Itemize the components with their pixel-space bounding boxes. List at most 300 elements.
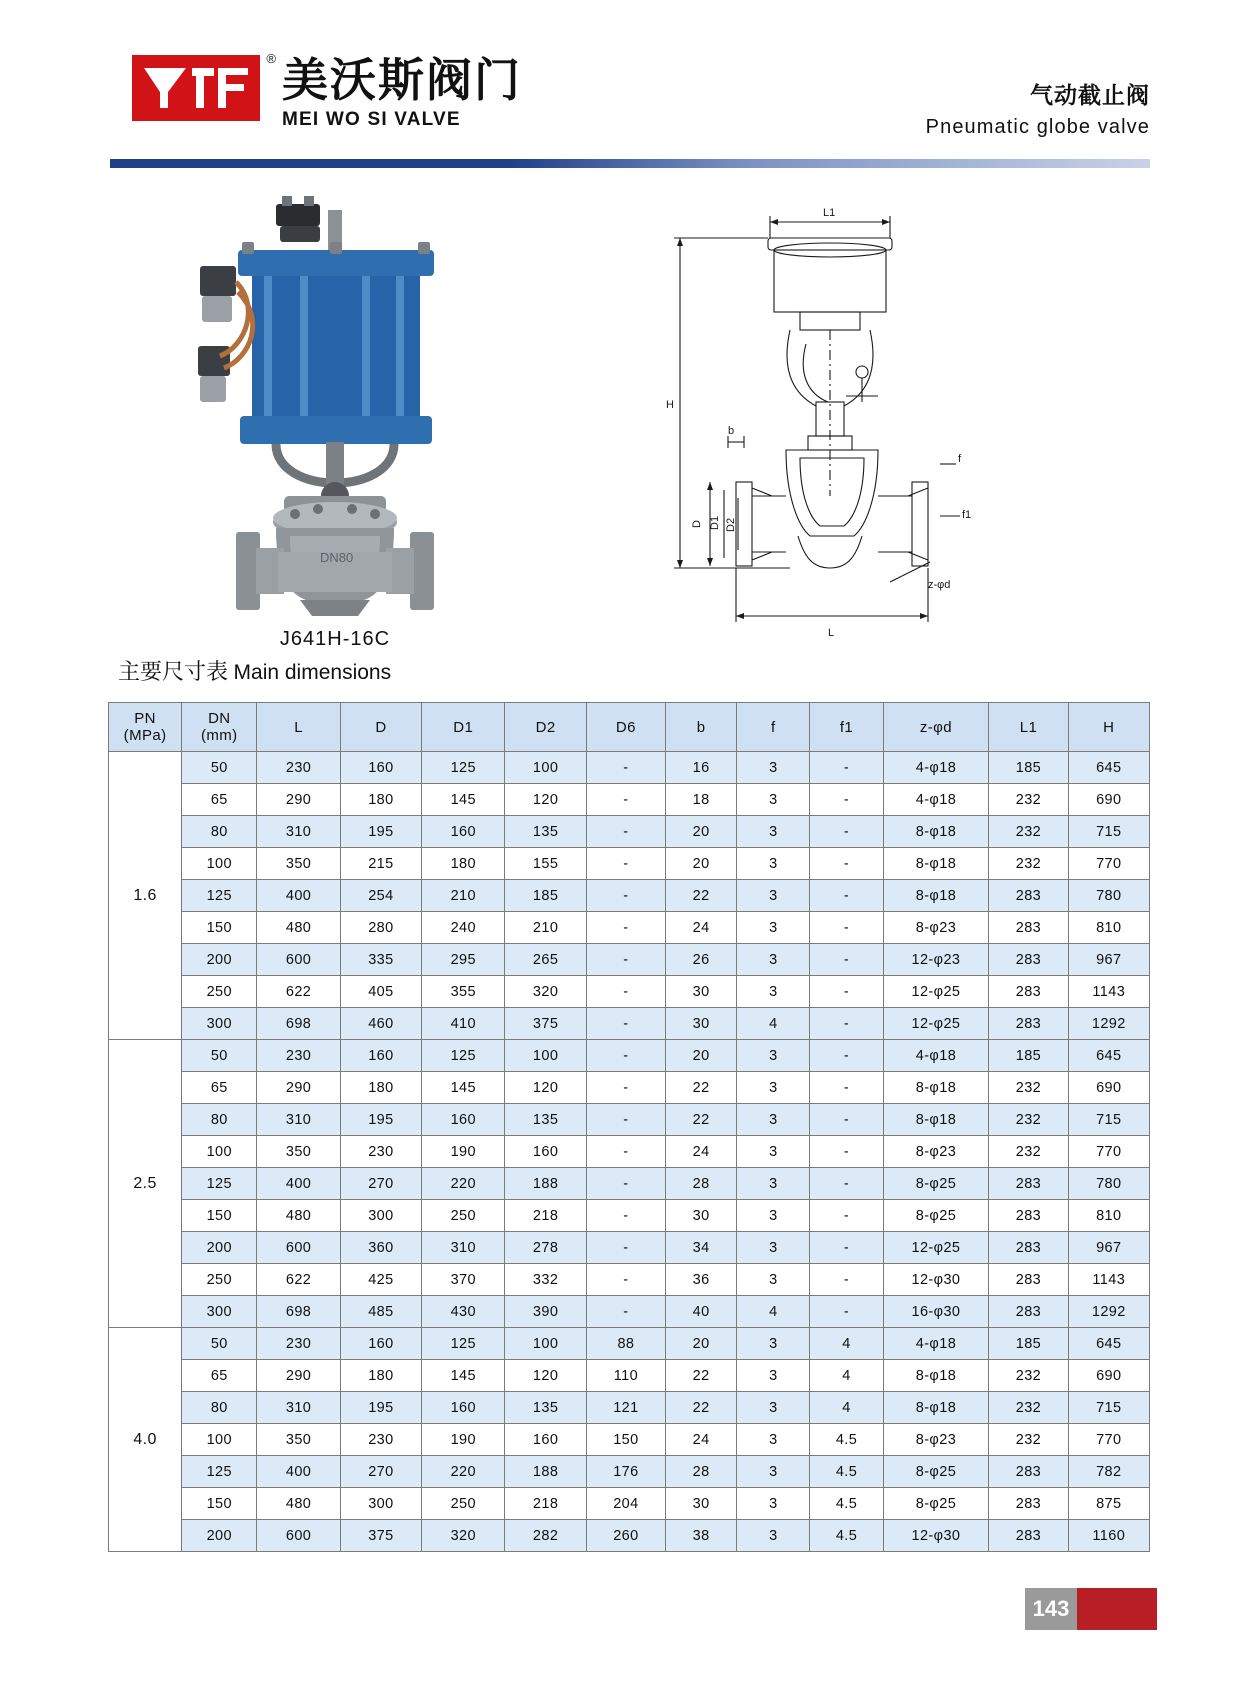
cell-value: 24 [666,1136,737,1168]
th-f1: f1 [810,703,883,752]
cell-value: 155 [505,848,586,880]
cell-value: 121 [586,1392,665,1424]
cell-value: 12-φ25 [883,1008,989,1040]
cell-value: 278 [505,1232,586,1264]
cell-value: 715 [1068,1392,1149,1424]
cell-value: - [810,784,883,816]
cell-value: 600 [257,1232,340,1264]
page-title-block [926,77,1150,139]
th-dn [182,703,257,752]
table-row [109,1040,1150,1072]
cell-value: 3 [737,1040,810,1072]
cell-value: 4 [737,1296,810,1328]
cell-value: 290 [257,1072,340,1104]
logo-mark-icon [132,51,276,121]
cell-value: 125 [422,752,505,784]
cell-value: 780 [1068,880,1149,912]
cell-value: 782 [1068,1456,1149,1488]
cell-value: 250 [182,976,257,1008]
cell-value: 283 [989,1200,1068,1232]
cell-value: 65 [182,1072,257,1104]
cell-value: 125 [182,880,257,912]
cell-value: 283 [989,976,1068,1008]
cell-value: 232 [989,848,1068,880]
cell-value: 770 [1068,1424,1149,1456]
cell-value: 100 [182,1136,257,1168]
cell-value: 8-φ23 [883,1424,989,1456]
cell-value: 22 [666,880,737,912]
cell-value: 125 [422,1328,505,1360]
cell-value: 250 [182,1264,257,1296]
cell-value: 8-φ18 [883,1104,989,1136]
cell-pn: 2.5 [109,1040,182,1328]
main-dimensions-table [108,702,1150,1552]
cell-value: 460 [340,1008,421,1040]
th-d6: D6 [586,703,665,752]
cell-value: 135 [505,1104,586,1136]
cell-value: - [810,1168,883,1200]
table-row [109,1168,1150,1200]
svg-text:L1: L1 [823,207,836,219]
cell-value: - [586,1136,665,1168]
cell-value: 150 [586,1424,665,1456]
th-d2: D2 [505,703,586,752]
table-row [109,1296,1150,1328]
cell-value: 20 [666,1328,737,1360]
cell-value: 1143 [1068,1264,1149,1296]
cell-value: - [586,976,665,1008]
cell-value: 22 [666,1104,737,1136]
cell-value: 300 [340,1488,421,1520]
cell-value: 282 [505,1520,586,1552]
cell-value: 283 [989,1264,1068,1296]
cell-value: 26 [666,944,737,976]
cell-value: 8-φ23 [883,912,989,944]
cell-value: 150 [182,1488,257,1520]
table-row [109,1264,1150,1296]
cell-value: 160 [422,1392,505,1424]
cell-value: 967 [1068,944,1149,976]
cell-value: - [810,1296,883,1328]
cell-value: 88 [586,1328,665,1360]
cell-value: 3 [737,1520,810,1552]
cell-value: 20 [666,816,737,848]
table-row [109,848,1150,880]
cell-value: - [586,1296,665,1328]
cell-value: 332 [505,1264,586,1296]
cell-value: 38 [666,1520,737,1552]
cell-value: 24 [666,912,737,944]
cell-value: 3 [737,1232,810,1264]
table-row [109,1424,1150,1456]
svg-text:D1: D1 [709,515,721,530]
cell-value: 20 [666,1040,737,1072]
cell-value: 120 [505,784,586,816]
cell-value: 622 [257,976,340,1008]
registered-mark: ® [266,51,276,66]
cell-value: 22 [666,1072,737,1104]
cell-value: 4.5 [810,1488,883,1520]
logo-company-cn: 美沃斯阀门 [282,55,522,106]
cell-value: 180 [340,784,421,816]
cell-value: 1160 [1068,1520,1149,1552]
table-row [109,1200,1150,1232]
header-divider [110,159,1150,168]
logo-company-en: MEI WO SI VALVE [282,109,461,130]
cell-value: 232 [989,816,1068,848]
svg-text:f1: f1 [962,509,972,521]
cell-value: 698 [257,1296,340,1328]
cell-value: 110 [586,1360,665,1392]
cell-value: 240 [422,912,505,944]
cell-value: 4-φ18 [883,1328,989,1360]
th-zd: z-φd [883,703,989,752]
cell-value: 180 [340,1072,421,1104]
cell-value: 188 [505,1168,586,1200]
cell-value: 270 [340,1168,421,1200]
cell-value: 28 [666,1456,737,1488]
cell-value: 1292 [1068,1008,1149,1040]
cell-value: 4.5 [810,1424,883,1456]
section-title-en: Main dimensions [233,661,392,684]
cell-value: 350 [257,1136,340,1168]
cell-value: 335 [340,944,421,976]
cell-value: 370 [422,1264,505,1296]
cell-value: 185 [989,1040,1068,1072]
page-title-cn: 气动截止阀 [1030,83,1150,108]
cell-value: 120 [505,1072,586,1104]
cell-value: 8-φ23 [883,1136,989,1168]
cell-value: - [586,1168,665,1200]
cell-value: 20 [666,848,737,880]
cell-value: - [586,1232,665,1264]
section-title [118,655,391,686]
cell-value: 200 [182,944,257,976]
cell-value: 210 [505,912,586,944]
cell-value: 310 [257,816,340,848]
cell-value: - [586,944,665,976]
cell-value: 320 [422,1520,505,1552]
cell-value: 50 [182,752,257,784]
cell-value: 283 [989,1520,1068,1552]
cell-value: 210 [422,880,505,912]
cell-value: 80 [182,1392,257,1424]
table-row [109,1392,1150,1424]
cell-value: 645 [1068,1040,1149,1072]
page-title-en: Pneumatic globe valve [925,116,1150,138]
cell-value: 254 [340,880,421,912]
cell-value: 4 [810,1392,883,1424]
cell-value: - [586,752,665,784]
table-header-row [109,703,1150,752]
cell-value: 283 [989,944,1068,976]
cell-value: 36 [666,1264,737,1296]
table-row [109,816,1150,848]
cell-value: 185 [989,752,1068,784]
cell-value: 195 [340,1104,421,1136]
cell-value: 967 [1068,1232,1149,1264]
cell-value: 3 [737,1200,810,1232]
cell-value: 3 [737,1072,810,1104]
cell-value: 690 [1068,1360,1149,1392]
cell-value: 100 [505,752,586,784]
cell-value: 3 [737,1264,810,1296]
cell-value: 3 [737,912,810,944]
cell-value: 355 [422,976,505,1008]
cell-value: 283 [989,1232,1068,1264]
cell-value: 30 [666,1008,737,1040]
cell-value: - [586,912,665,944]
cell-value: 4.5 [810,1520,883,1552]
cell-value: 430 [422,1296,505,1328]
table-row [109,1488,1150,1520]
table-row [109,880,1150,912]
th-d: D [340,703,421,752]
cell-value: 405 [340,976,421,1008]
th-dn-line2: (mm) [201,727,238,744]
cell-value: 232 [989,1104,1068,1136]
cell-value: - [586,784,665,816]
cell-value: 100 [182,1424,257,1456]
cell-value: 160 [422,816,505,848]
cell-value: 875 [1068,1488,1149,1520]
cell-value: 3 [737,848,810,880]
cell-value: 8-φ25 [883,1200,989,1232]
cell-value: 4 [810,1328,883,1360]
cell-value: 283 [989,1008,1068,1040]
cell-value: 80 [182,816,257,848]
cell-value: - [810,816,883,848]
page-number: 143 [1025,1588,1077,1630]
cell-value: 18 [666,784,737,816]
cell-value: 8-φ25 [883,1488,989,1520]
cell-value: 100 [505,1040,586,1072]
footer-accent-bar [1077,1588,1157,1630]
cell-value: 8-φ18 [883,816,989,848]
cell-value: 600 [257,944,340,976]
cell-value: 215 [340,848,421,880]
cell-value: 65 [182,784,257,816]
cell-value: - [810,1008,883,1040]
cell-value: - [810,976,883,1008]
cell-value: 230 [340,1136,421,1168]
cell-value: - [586,1104,665,1136]
cell-value: 80 [182,1104,257,1136]
cell-value: - [586,1264,665,1296]
svg-text:f: f [958,453,962,465]
cell-value: 8-φ18 [883,1360,989,1392]
cell-value: 230 [257,752,340,784]
cell-value: 100 [182,848,257,880]
cell-value: 300 [182,1296,257,1328]
cell-value: 135 [505,1392,586,1424]
cell-value: 188 [505,1456,586,1488]
cell-value: 283 [989,912,1068,944]
svg-text:H: H [666,399,674,411]
svg-text:D2: D2 [725,517,737,532]
cell-value: 34 [666,1232,737,1264]
cell-value: 180 [422,848,505,880]
cell-value: 4-φ18 [883,1040,989,1072]
table-row [109,944,1150,976]
cell-value: 12-φ25 [883,1232,989,1264]
cell-value: 400 [257,1168,340,1200]
cell-value: 290 [257,1360,340,1392]
cell-value: 645 [1068,1328,1149,1360]
svg-text:DN80: DN80 [320,550,354,565]
cell-value: 3 [737,1104,810,1136]
cell-value: 3 [737,944,810,976]
cell-value: 65 [182,1360,257,1392]
cell-value: 100 [505,1328,586,1360]
cell-value: 3 [737,1488,810,1520]
table-row [109,1520,1150,1552]
cell-value: 4 [737,1008,810,1040]
cell-value: 232 [989,1360,1068,1392]
cell-value: 180 [340,1360,421,1392]
table-body [109,752,1150,1552]
cell-value: 145 [422,1360,505,1392]
section-title-cn: 主要尺寸表 [118,659,229,684]
cell-value: 50 [182,1328,257,1360]
cell-value: 3 [737,1168,810,1200]
cell-value: 8-φ25 [883,1456,989,1488]
cell-value: 150 [182,912,257,944]
cell-value: 3 [737,1136,810,1168]
svg-text:z-φd: z-φd [928,579,951,591]
cell-value: 283 [989,1168,1068,1200]
cell-value: 283 [989,1488,1068,1520]
cell-value: 30 [666,1488,737,1520]
cell-value: - [810,1264,883,1296]
cell-value: 16 [666,752,737,784]
cell-value: 190 [422,1136,505,1168]
table-row [109,1104,1150,1136]
cell-value: 160 [340,1040,421,1072]
cell-value: 8-φ18 [883,848,989,880]
cell-value: 480 [257,912,340,944]
cell-value: 645 [1068,752,1149,784]
th-b: b [666,703,737,752]
cell-value: 622 [257,1264,340,1296]
cell-value: 295 [422,944,505,976]
cell-value: 283 [989,880,1068,912]
cell-value: 22 [666,1360,737,1392]
cell-value: 8-φ18 [883,1392,989,1424]
cell-value: 22 [666,1392,737,1424]
cell-value: 260 [586,1520,665,1552]
cell-value: 160 [505,1136,586,1168]
cell-value: 230 [257,1040,340,1072]
cell-value: 350 [257,1424,340,1456]
table-row [109,1008,1150,1040]
cell-value: - [586,1072,665,1104]
cell-value: 3 [737,1392,810,1424]
cell-value: 230 [340,1424,421,1456]
cell-value: 3 [737,784,810,816]
cell-value: 310 [257,1104,340,1136]
cell-value: 150 [182,1200,257,1232]
cell-value: 770 [1068,1136,1149,1168]
cell-value: 190 [422,1424,505,1456]
cell-value: 715 [1068,816,1149,848]
cell-value: 145 [422,1072,505,1104]
cell-value: - [810,1200,883,1232]
cell-value: 290 [257,784,340,816]
cell-value: 3 [737,880,810,912]
cell-value: 320 [505,976,586,1008]
cell-pn: 4.0 [109,1328,182,1552]
svg-text:D: D [691,520,703,528]
th-pn-line1: PN [134,710,156,727]
cell-value: 310 [257,1392,340,1424]
cell-value: 1143 [1068,976,1149,1008]
cell-value: 350 [257,848,340,880]
logo-text [282,55,522,131]
cell-value: - [586,1040,665,1072]
cell-value: 690 [1068,1072,1149,1104]
cell-value: - [810,944,883,976]
cell-value: 283 [989,1456,1068,1488]
table-row [109,1360,1150,1392]
cell-value: 280 [340,912,421,944]
cell-value: 135 [505,816,586,848]
cell-value: 4 [810,1360,883,1392]
table-row [109,1328,1150,1360]
cell-value: 250 [422,1200,505,1232]
table-row [109,752,1150,784]
cell-value: 3 [737,1456,810,1488]
cell-value: 810 [1068,912,1149,944]
cell-value: - [810,848,883,880]
cell-value: 30 [666,1200,737,1232]
cell-value: 480 [257,1488,340,1520]
cell-value: 3 [737,752,810,784]
th-d1: D1 [422,703,505,752]
cell-value: 185 [989,1328,1068,1360]
cell-value: 220 [422,1456,505,1488]
cell-value: 4-φ18 [883,784,989,816]
product-model-caption: J641H-16C [279,628,391,650]
cell-value: - [586,848,665,880]
th-h: H [1068,703,1149,752]
table-row [109,1136,1150,1168]
cell-value: 125 [422,1040,505,1072]
th-l1: L1 [989,703,1068,752]
cell-value: 3 [737,816,810,848]
cell-value: 3 [737,1424,810,1456]
product-photo [180,196,490,626]
table-row [109,1456,1150,1488]
cell-value: - [810,880,883,912]
cell-value: - [586,1200,665,1232]
cell-value: 50 [182,1040,257,1072]
th-dn-line1: DN [208,710,231,727]
cell-value: 195 [340,1392,421,1424]
cell-value: - [810,912,883,944]
cell-value: - [810,752,883,784]
cell-value: 390 [505,1296,586,1328]
cell-value: 770 [1068,848,1149,880]
cell-value: 28 [666,1168,737,1200]
cell-value: 125 [182,1168,257,1200]
cell-value: 218 [505,1200,586,1232]
table-row [109,1072,1150,1104]
table-row [109,1232,1150,1264]
cell-value: 220 [422,1168,505,1200]
cell-value: - [810,1232,883,1264]
table-row [109,976,1150,1008]
